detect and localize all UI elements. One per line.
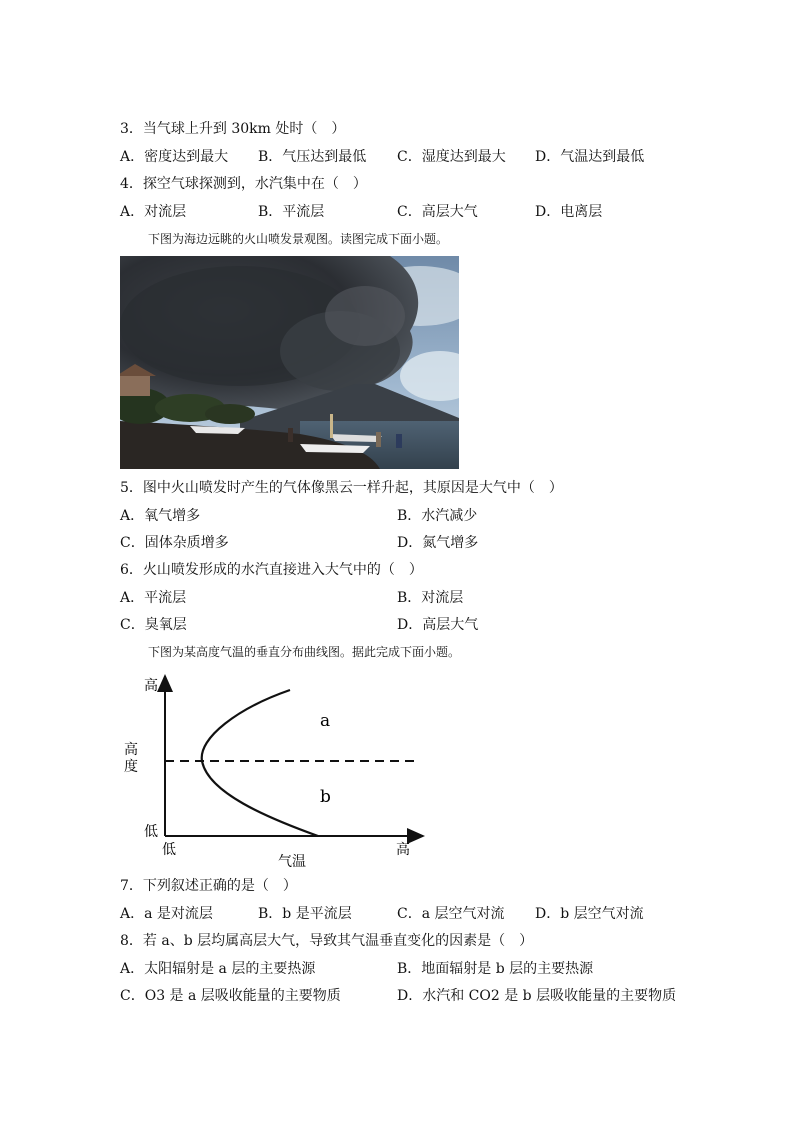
q8-option-d: D．水汽和 CO2 是 b 层吸收能量的主要物质	[397, 988, 677, 1004]
layer-b-label: b	[320, 787, 331, 807]
q7-option-a: A．a 是对流层	[120, 906, 213, 922]
q6-option-b: B．对流层	[397, 590, 464, 606]
y-axis-bottom-label: 低	[144, 824, 158, 840]
volcano-scene	[120, 256, 459, 469]
q6-option-d: D．高层大气	[397, 617, 479, 633]
q3-option-a: A．密度达到最大	[120, 149, 229, 165]
question-7-stem: 7．下列叙述正确的是（ ）	[120, 878, 297, 894]
volcano-photo	[120, 256, 459, 469]
q4-option-a: A．对流层	[120, 204, 187, 220]
q4-option-c: C．高层大气	[397, 204, 478, 220]
q3-option-c: C．湿度达到最大	[397, 149, 506, 165]
x-axis-left-label: 低	[162, 842, 176, 858]
q7-option-c: C．a 层空气对流	[397, 906, 505, 922]
q6-option-c: C．臭氧层	[120, 617, 187, 633]
temperature-curve	[202, 690, 318, 836]
q5-option-a: A．氧气增多	[120, 508, 201, 524]
layer-a-label: a	[320, 711, 331, 731]
y-axis-label-char-1: 高	[124, 742, 138, 758]
question-3-stem: 3．当气球上升到 30km 处时（ ）	[120, 121, 346, 137]
x-axis-label: 气温	[278, 854, 306, 870]
intro-volcano: 下图为海边远眺的火山喷发景观图。读图完成下面小题。	[148, 232, 449, 246]
temperature-altitude-diagram	[118, 668, 438, 874]
q7-option-d: D．b 层空气对流	[535, 906, 644, 922]
y-axis-label-char-2: 度	[124, 759, 138, 775]
q5-option-d: D．氮气增多	[397, 535, 479, 551]
q5-option-c: C．固体杂质增多	[120, 535, 229, 551]
q8-option-c: C．O3 是 a 层吸收能量的主要物质	[120, 988, 341, 1004]
q8-option-a: A．太阳辐射是 a 层的主要热源	[120, 961, 316, 977]
q4-option-b: B．平流层	[258, 204, 325, 220]
q4-option-d: D．电离层	[535, 204, 603, 220]
question-5-stem: 5．图中火山喷发时产生的气体像黑云一样升起，其原因是大气中（ ）	[120, 480, 563, 496]
question-8-stem: 8．若 a、b 层均属高层大气，导致其气温垂直变化的因素是（ ）	[120, 933, 534, 949]
q5-option-b: B．水汽减少	[397, 508, 478, 524]
q3-option-b: B．气压达到最低	[258, 149, 367, 165]
question-4-stem: 4．探空气球探测到，水汽集中在（ ）	[120, 176, 367, 192]
q6-option-a: A．平流层	[120, 590, 187, 606]
x-axis-right-label: 高	[396, 842, 410, 858]
q7-option-b: B．b 是平流层	[258, 906, 352, 922]
question-6-stem: 6．火山喷发形成的水汽直接进入大气中的（ ）	[120, 562, 423, 578]
q3-option-d: D．气温达到最低	[535, 149, 645, 165]
q8-option-b: B．地面辐射是 b 层的主要热源	[397, 961, 594, 977]
intro-temperature-curve: 下图为某高度气温的垂直分布曲线图。据此完成下面小题。	[148, 645, 461, 659]
diagram-svg	[118, 668, 438, 874]
y-axis-top-label: 高	[144, 678, 158, 694]
